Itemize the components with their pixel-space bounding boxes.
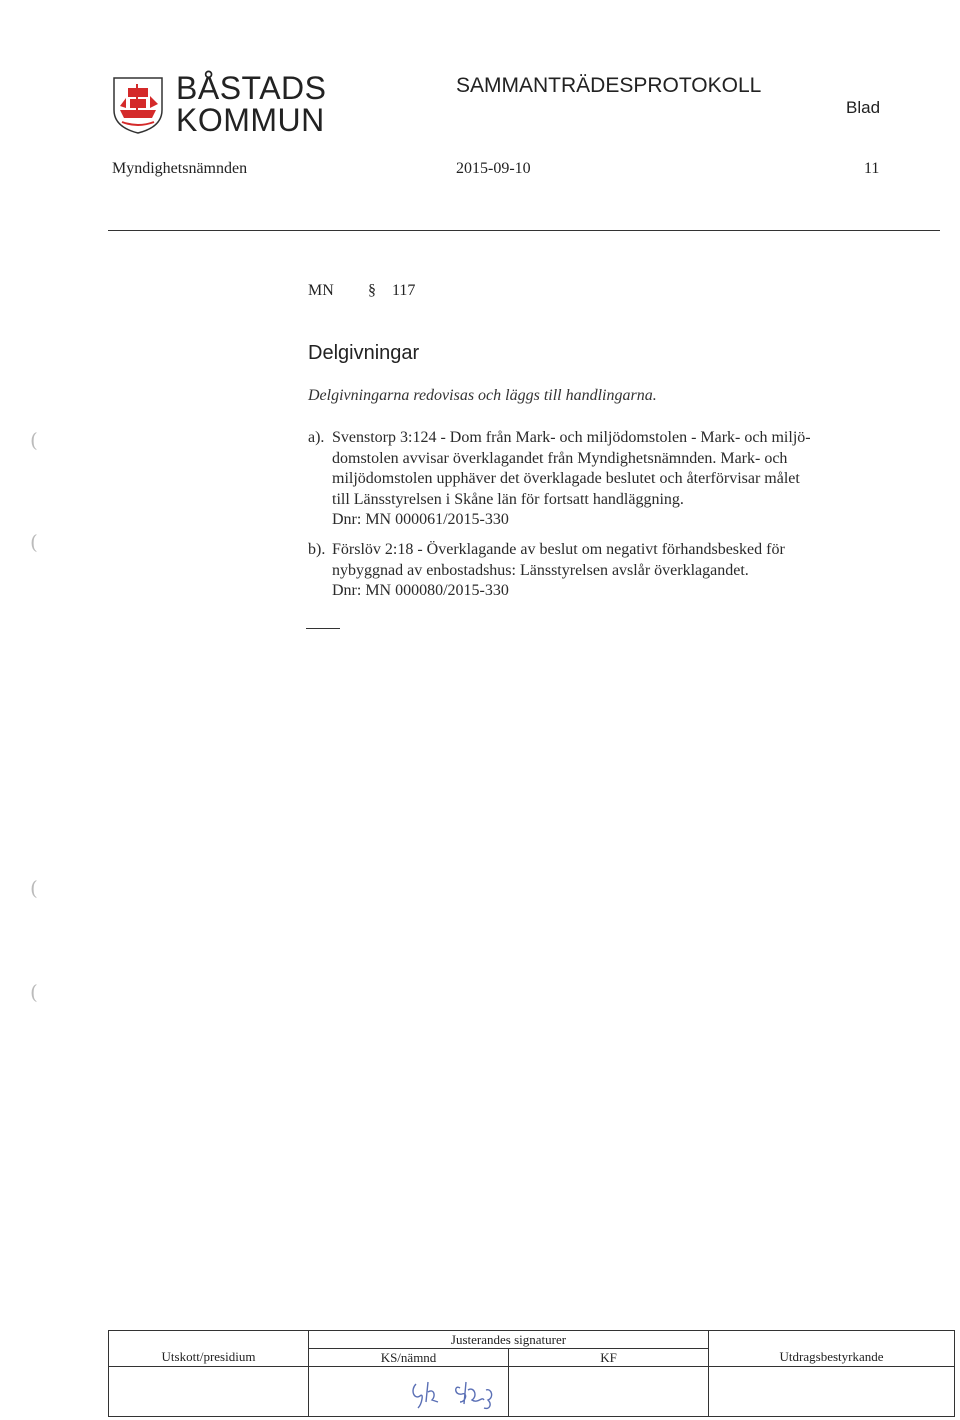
page-number: 11 — [864, 160, 880, 177]
list-item-text — [332, 428, 892, 531]
signatures-table — [108, 1330, 955, 1417]
paragraph-sign: § — [368, 282, 376, 299]
list-item-line: Dnr: MN 000080/2015-330 — [332, 582, 509, 599]
list-item-line: domstolen avvisar överklagandet från Myndighetsnämnden. Mark- och — [332, 449, 788, 467]
margin-mark: ( — [30, 980, 38, 1004]
signature-cell — [709, 1367, 955, 1417]
column-utdragsbestyrkande: Utdragsbestyrkande — [709, 1349, 955, 1367]
meeting-date: 2015-09-10 — [456, 160, 531, 177]
column-utskott: Utskott/presidium — [109, 1349, 309, 1367]
list-item-label: b). — [308, 541, 326, 558]
signature-cell — [509, 1367, 709, 1417]
document-type-title: SAMMANTRÄDESPROTOKOLL — [456, 74, 762, 97]
signature-cell — [109, 1367, 309, 1417]
section-intro: Delgivningarna redovisas och läggs till handlingarna. — [308, 387, 657, 404]
ship-coat-of-arms-icon — [112, 76, 164, 134]
list-item-line: nybyggnad av enbostadshus: Länsstyrelsen avslår överklagandet. — [332, 561, 749, 579]
margin-mark: ( — [30, 876, 38, 900]
margin-mark: ( — [30, 530, 38, 554]
signatures-heading: Justerandes signaturer — [309, 1331, 709, 1349]
logo-text-line1: BÅSTADS — [176, 70, 327, 106]
paragraph-number: 117 — [392, 282, 416, 299]
list-item-label: a). — [308, 429, 325, 446]
margin-mark: ( — [30, 428, 38, 452]
column-kf: KF — [509, 1349, 709, 1367]
logo-text-line2: KOMMUN — [176, 102, 325, 138]
blad-label: Blad — [846, 98, 881, 117]
list-item-line: till Länsstyrelsen i Skåne län för fortsatt handläggning. — [332, 490, 684, 508]
end-of-section-dash — [306, 628, 340, 629]
header-divider — [108, 230, 940, 231]
section-heading: Delgivningar — [308, 342, 420, 364]
list-item-line: Svenstorp 3:124 - Dom från Mark- och miljödomstolen - Mark- och miljö- — [332, 429, 811, 446]
signatures-spacer-cell — [709, 1331, 955, 1349]
list-item-line: Förslöv 2:18 - Överklagande av beslut om negativt förhandsbesked för — [332, 541, 785, 558]
list-item-line: miljödomstolen upphäver det överklagade beslutet och återförvisar målet — [332, 470, 800, 487]
body-name: Myndighetsnämnden — [112, 160, 248, 177]
handwritten-signature — [408, 1370, 518, 1412]
paragraph-prefix: MN — [308, 282, 334, 299]
signatures-spacer-cell — [109, 1331, 309, 1349]
list-item-line: Dnr: MN 000061/2015-330 — [332, 511, 509, 528]
list-item-text — [332, 540, 892, 602]
column-ks-namnd: KS/nämnd — [309, 1349, 509, 1367]
